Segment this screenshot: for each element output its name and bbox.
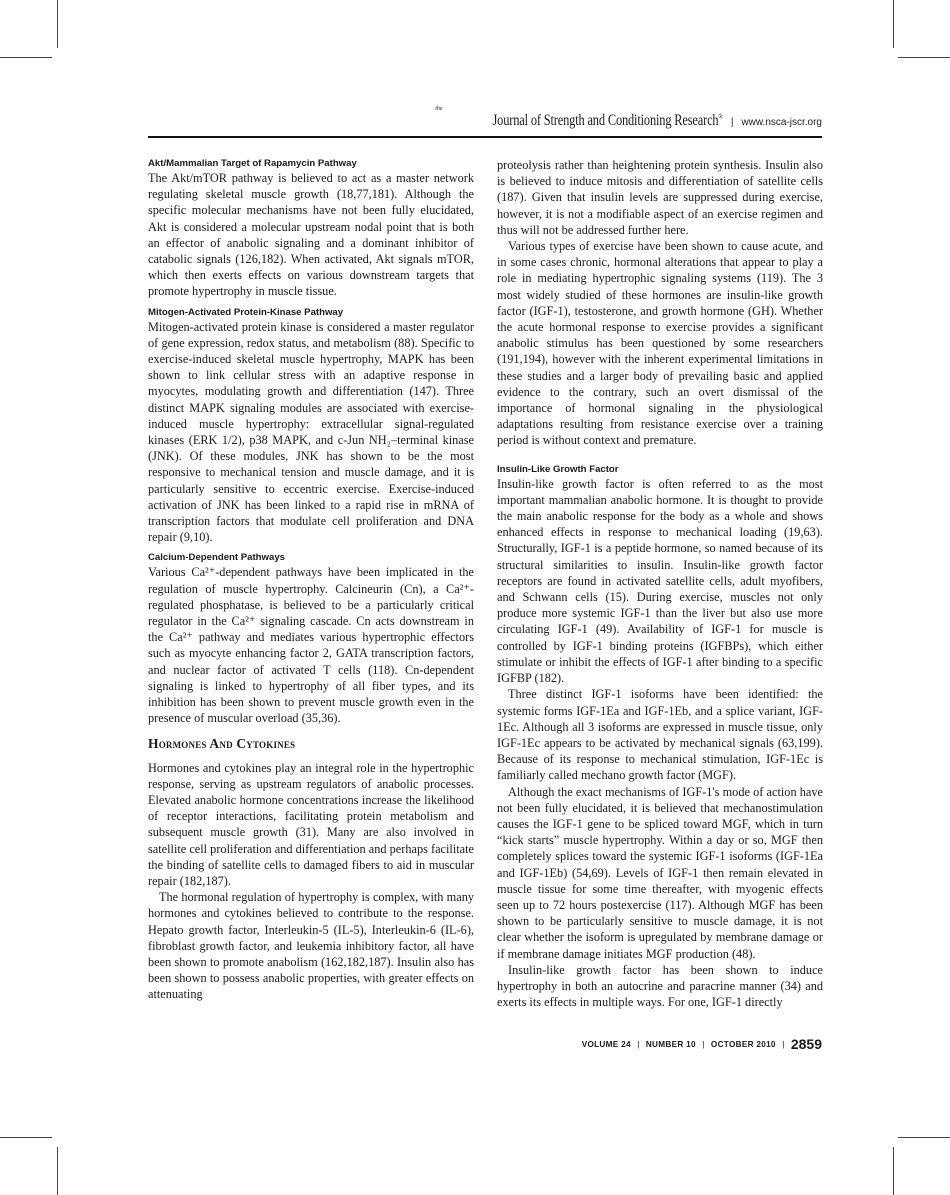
footer-separator: | [782, 1040, 785, 1049]
footer-separator: | [702, 1040, 705, 1049]
section-heading-mapk: Mitogen-Activated Protein-Kinase Pathway [148, 306, 344, 318]
header-separator: | [730, 117, 734, 128]
section-heading-akt: Akt/Mammalian Target of Rapamycin Pathway [148, 158, 357, 169]
left-column [148, 157, 474, 1003]
crop-mark [0, 1137, 52, 1138]
registered-mark: ® [718, 112, 723, 121]
page-footer [148, 1036, 822, 1054]
paragraph: Hormones and cytokines play an integral role in the hypertrophic response, serving as upstream regulators of anabolic processes. Elevated anabolic hormone concentrations increase the likelihood of receptor interactions, facilitating protein metabolism and subsequent muscle growth (31). Many are also involved in satellite cell proliferation and differentiation and perhaps facilitate the binding of satellite cells to damaged fibers to aid in muscular repair (182,187). [148, 760, 474, 888]
running-header [148, 106, 822, 134]
journal-title [493, 112, 723, 130]
paragraph: Mitogen-activated protein kinase is considered a master regulator of gene expression, redox status, and metabolism (88). Specific to exercise-induced skeletal muscle hypertrophy, MAPK has been shown to link cellular stress with an adaptive response in myocytes, modulating growth and differentiation (147). Three distinct MAPK signaling modules are associated with exercise-induced muscle hypertrophy: extracellular signal-regulated kinases (ERK 1/2), p38 MAPK, and c-Jun NH₂–terminal kinase (JNK). Of these modules, JNK has shown to be the most responsive to mechanical tension and muscle damage, and it is particularly sensitive to eccentric exercise. Exercise-induced activation of JNK has been linked to a rapid rise in mRNA of transcription factors that modulate cell proliferation and DNA repair (9,10). [148, 319, 474, 545]
paragraph: proteolysis rather than heightening protein synthesis. Insulin also is believed to induce mitosis and differentiation of satellite cells (187). Given that insulin levels are suppressed during exercise, however, it is not a modifiable aspect of an exercise regimen and thus will not be addressed further here. [497, 158, 823, 237]
paragraph: Various Ca²⁺-dependent pathways have been implicated in the regulation of muscle hypertrophy. Calcineurin (Cn), a Ca²⁺-regulated phosphatase, is believed to be a particularly critical regulator in the Ca²⁺ signaling cascade. Cn acts downstream in the Ca²⁺ pathway and mediates various hypertrophic effectors such as myocyte enhancing factor 2, GATA transcription factors, and nuclear factor of activated T cells (118). Cn-dependent signaling is linked to hypertrophy of all fiber types, and its inhibition has been shown to prevent muscle growth even in the presence of muscular overload (35,36). [148, 565, 474, 726]
header-rule [148, 136, 822, 138]
crop-mark [57, 1147, 58, 1195]
paragraph: The hormonal regulation of hypertrophy is complex, with many hormones and cytokines believed to contribute to the response. Hepato growth factor, Interleukin-5 (IL-5), Interleukin-6 (IL-6), fibroblast growth factor, and leukemia inhibitory factor, all have been shown to promote anabolism (162,182,187). Insulin also has been shown to possess anabolic properties, with greater effects on attenuating [148, 890, 474, 1002]
crop-mark [893, 0, 894, 48]
paragraph: Insulin-like growth factor is often referred to as the most important mammalian anabolic hormone. It is thought to provide the main anabolic response for the body as a whole and shows enhanced effects in response to mechanical loading (19,63). Structurally, IGF-1 is a peptide hormone, so named because of its structural similarities to insulin. Insulin-like growth factor receptors are found in activated satellite cells, adult myofibers, and Schwann cells (15). During exercise, muscles not only produce more systemic IGF-1 than the liver but also use more circulating IGF-1 (49). Availability of IGF-1 for muscle is controlled by IGF-1 binding proteins (IGFBPs), which either stimulate or inhibit the effects of IGF-1 after binding to a specific IGFBP (182). [497, 476, 823, 686]
section-heading-calcium: Calcium-Dependent Pathways [148, 552, 286, 564]
section-heading-igf: Insulin-Like Growth Factor [497, 463, 619, 475]
paragraph: Various types of exercise have been shown to cause acute, and in some cases chronic, hormonal alterations that appear to play a role in mediating hypertrophic signaling systems (119). The 3 most widely studied of these hormones are insulin-like growth factor (IGF-1), testosterone, and growth hormone (GH). Whether the acute hormonal response to exercise provides a significant anabolic stimulus has been questioned by some researchers (191,194), however with the inherent experimental limitations in these studies and a larger body of prevailing basic and applied evidence to the contrary, such an overt dismissal of the importance of hormonal signaling in the physiological adaptations resulting from resistance exercise over a training period is without context and premature. [497, 239, 823, 448]
paragraph: The Akt/mTOR pathway is believed to act as a master network regulating skeletal muscle growth (18,77,181). Although the specific molecular mechanisms have not been fully elucidated, Akt is considered a molecular upstream nodal point that is both an effector of anabolic signaling and a dominant inhibitor of catabolic signals (126,182). When activated, Akt signals mTOR, which then exerts effects on various downstream targets that promote hypertrophy in muscle tissue. [148, 171, 474, 299]
journal-website-link[interactable]: www.nsca-jscr.org [741, 117, 822, 128]
paragraph: Insulin-like growth factor has been shown to induce hypertrophy in both an autocrine and paracrine manner (34) and exerts its effects in multiple ways. For one, IGF-1 directly [497, 962, 823, 1010]
paragraph: Although the exact mechanisms of IGF-1's mode of action have not been fully elucidated, it is believed that mechanostimulation causes the IGF-1 gene to be spliced toward MGF, which in turn “kick starts” muscle hypertrophy. Within a day or so, MGF then completely splices toward the systemic IGF-1 isoforms (IGF-1Ea and IGF-1Eb) (54,69). Levels of IGF-1 then remain elevated in muscle tissue for some time thereafter, with myogenic effects seen up to 72 hours postexercise (117). Although MGF has been shown to be particularly sensitive to muscle damage, it is not clear whether the isoform is upregulated by membrane damage or if membrane damage initiates MGF production (48). [497, 784, 823, 961]
crop-mark [898, 1137, 950, 1138]
right-column [497, 157, 823, 1010]
paragraph: Three distinct IGF-1 isoforms have been identified: the systemic forms IGF-1Ea and IGF-1Eb, and a splice variant, IGF-1Ec. Although all 3 isoforms are expressed in muscle tissue, only IGF-1Ec appears to be activated by mechanical signals (63,199). Because of its response to mechanical stimulation, IGF-1Ec is familiarly called mechano growth factor (MGF). [497, 687, 823, 783]
footer-volume: VOLUME 24 [581, 1040, 631, 1049]
crop-mark [893, 1147, 894, 1195]
journal-prefix: the [435, 106, 443, 112]
journal-name: Journal of Strength and Conditioning Research [492, 112, 719, 129]
journal-title-wrap [435, 106, 723, 130]
page-number: 2859 [790, 1036, 822, 1052]
footer-separator: | [637, 1040, 640, 1049]
crop-mark [57, 0, 58, 48]
section-heading-hormones: Hormones And Cytokines [148, 735, 296, 751]
footer-date: OCTOBER 2010 [710, 1040, 776, 1049]
footer-number: NUMBER 10 [645, 1040, 696, 1049]
crop-mark [898, 57, 950, 58]
crop-mark [0, 57, 52, 58]
